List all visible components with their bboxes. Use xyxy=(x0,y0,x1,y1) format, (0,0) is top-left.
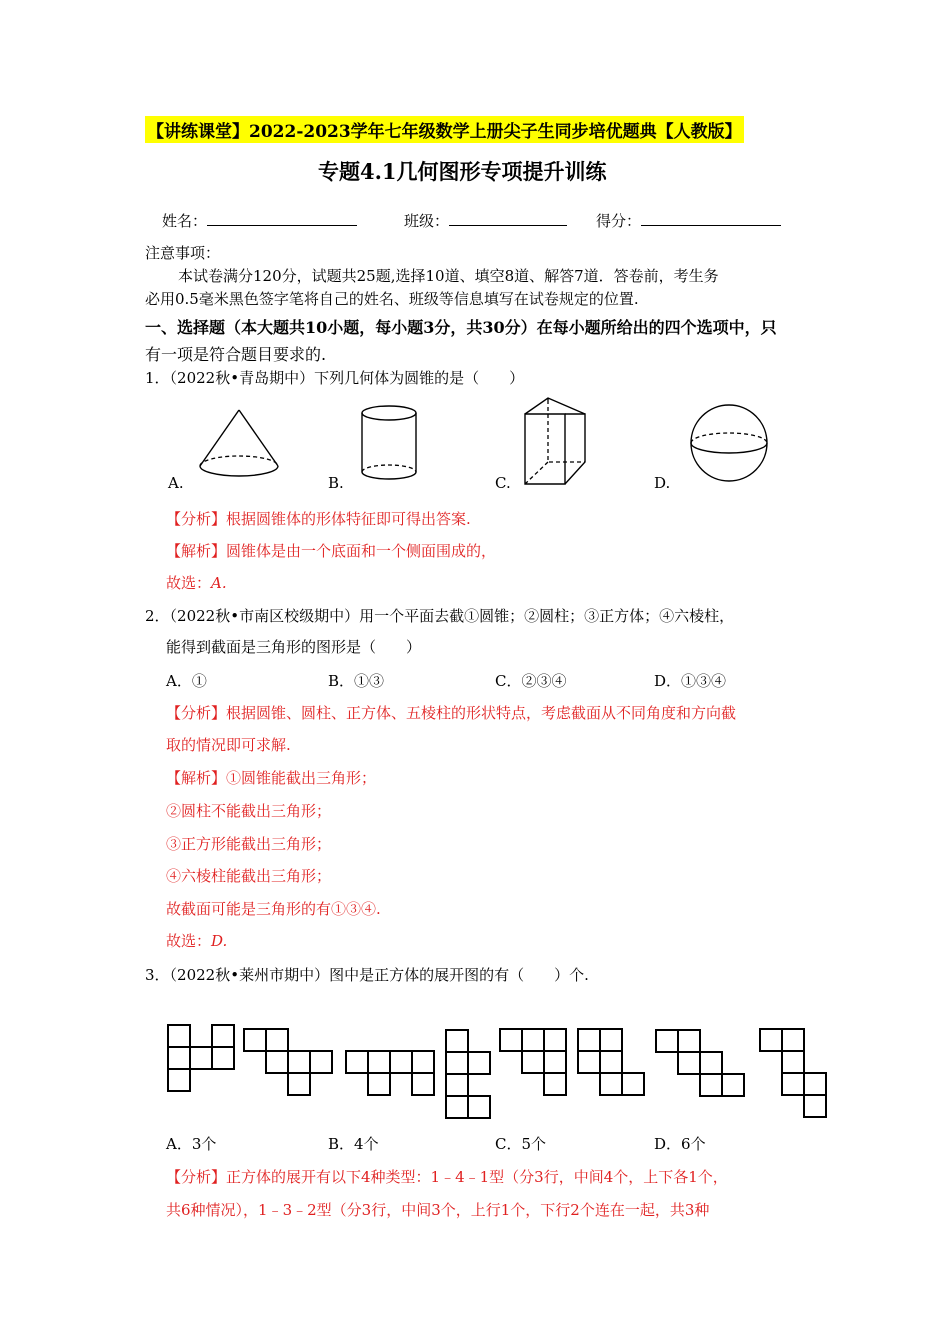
section-heading: 一、选择题（本大题共10小题，每小题3分，共30分）在每小题所给出的四个选项中，只 xyxy=(145,318,777,337)
cube-net-5 xyxy=(500,1029,566,1095)
q2-option-a: A．① xyxy=(166,672,207,690)
q1-option-d: D. xyxy=(654,474,671,492)
q2-option-d: D．①③④ xyxy=(654,672,727,690)
q3-stem: 3．（2022秋•莱州市期中）图中是正方体的展开图的有（ ）个. xyxy=(145,966,589,984)
q2-solution-2: ②圆柱不能截出三角形； xyxy=(166,802,332,820)
q2-solution-5: 故截面可能是三角形的有①③④. xyxy=(166,900,381,918)
q2-answer-label: 故选： xyxy=(166,932,212,950)
q1-option-c: C. xyxy=(495,474,511,492)
q1-solution: 【解析】圆锥体是由一个底面和一个侧面围成的， xyxy=(166,542,497,560)
q3-option-d: D．6个 xyxy=(654,1135,706,1153)
section-heading-cont: 有一项是符合题目要求的. xyxy=(145,345,327,364)
name-label: 姓名： xyxy=(162,212,208,230)
notice-line-1: 本试卷满分120分，试题共25题,选择10道、填空8道、解答7道．答卷前，考生务 xyxy=(178,267,719,285)
q2-analysis-2: 取的情况即可求解. xyxy=(166,736,291,754)
q1-analysis: 【分析】根据圆锥体的形体特征即可得出答案. xyxy=(166,510,471,528)
notice-line-2: 必用0.5毫米黑色签字笔将自己的姓名、班级等信息填写在试卷规定的位置. xyxy=(145,290,639,308)
q2-stem-1: 2．（2022秋•市南区校级期中）用一个平面去截①圆锥；②圆柱；③正方体；④六棱柱， xyxy=(145,607,735,625)
q2-solution-3: ③正方形能截出三角形； xyxy=(166,835,332,853)
page-title: 专题4.1几何图形专项提升训练 xyxy=(318,159,607,184)
cube-net-3 xyxy=(346,1051,434,1095)
q2-answer-value: D. xyxy=(211,932,228,950)
q2-stem-2: 能得到截面是三角形的图形是（ ） xyxy=(166,638,422,656)
cube-net-8 xyxy=(760,1029,826,1117)
q2-option-c: C．②③④ xyxy=(495,672,567,690)
cube-net-4 xyxy=(446,1030,490,1118)
q3-analysis-1: 【分析】正方体的展开有以下4种类型：1﹣4﹣1型（分3行，中间4个，上下各1个， xyxy=(166,1168,728,1186)
q2-solution-1: 【解析】①圆锥能截出三角形； xyxy=(166,769,377,787)
q1-answer-label: 故选： xyxy=(166,574,212,592)
cube-net-1 xyxy=(168,1025,234,1091)
score-label: 得分： xyxy=(596,212,642,230)
q3-option-c: C．5个 xyxy=(495,1135,547,1153)
class-label: 班级： xyxy=(404,212,450,230)
cube-net-6 xyxy=(578,1029,644,1095)
q2-solution-4: ④六棱柱能截出三角形； xyxy=(166,867,332,885)
notice-heading: 注意事项： xyxy=(145,244,221,262)
cube-net-7 xyxy=(656,1030,744,1096)
q2-analysis-1: 【分析】根据圆锥、圆柱、正方体、五棱柱的形状特点，考虑截面从不同角度和方向截 xyxy=(166,704,737,722)
q3-option-a: A．3个 xyxy=(166,1135,217,1153)
q3-analysis-2: 共6种情况），1﹣3﹣2型（分3行，中间3个，上行1个，下行2个连在一起，共3种 xyxy=(166,1201,710,1219)
q1-option-a: A. xyxy=(168,474,184,492)
q3-option-b: B．4个 xyxy=(328,1135,379,1153)
q1-answer-value: A. xyxy=(211,574,227,592)
q1-stem: 1．（2022秋•青岛期中）下列几何体为圆锥的是（ ） xyxy=(145,369,525,387)
cube-net-2 xyxy=(244,1029,332,1095)
q1-option-b: B. xyxy=(328,474,344,492)
header-banner: 【讲练课堂】2022-2023学年七年级数学上册尖子生同步培优题典【人教版】 xyxy=(145,116,744,143)
q2-option-b: B．①③ xyxy=(328,672,385,690)
